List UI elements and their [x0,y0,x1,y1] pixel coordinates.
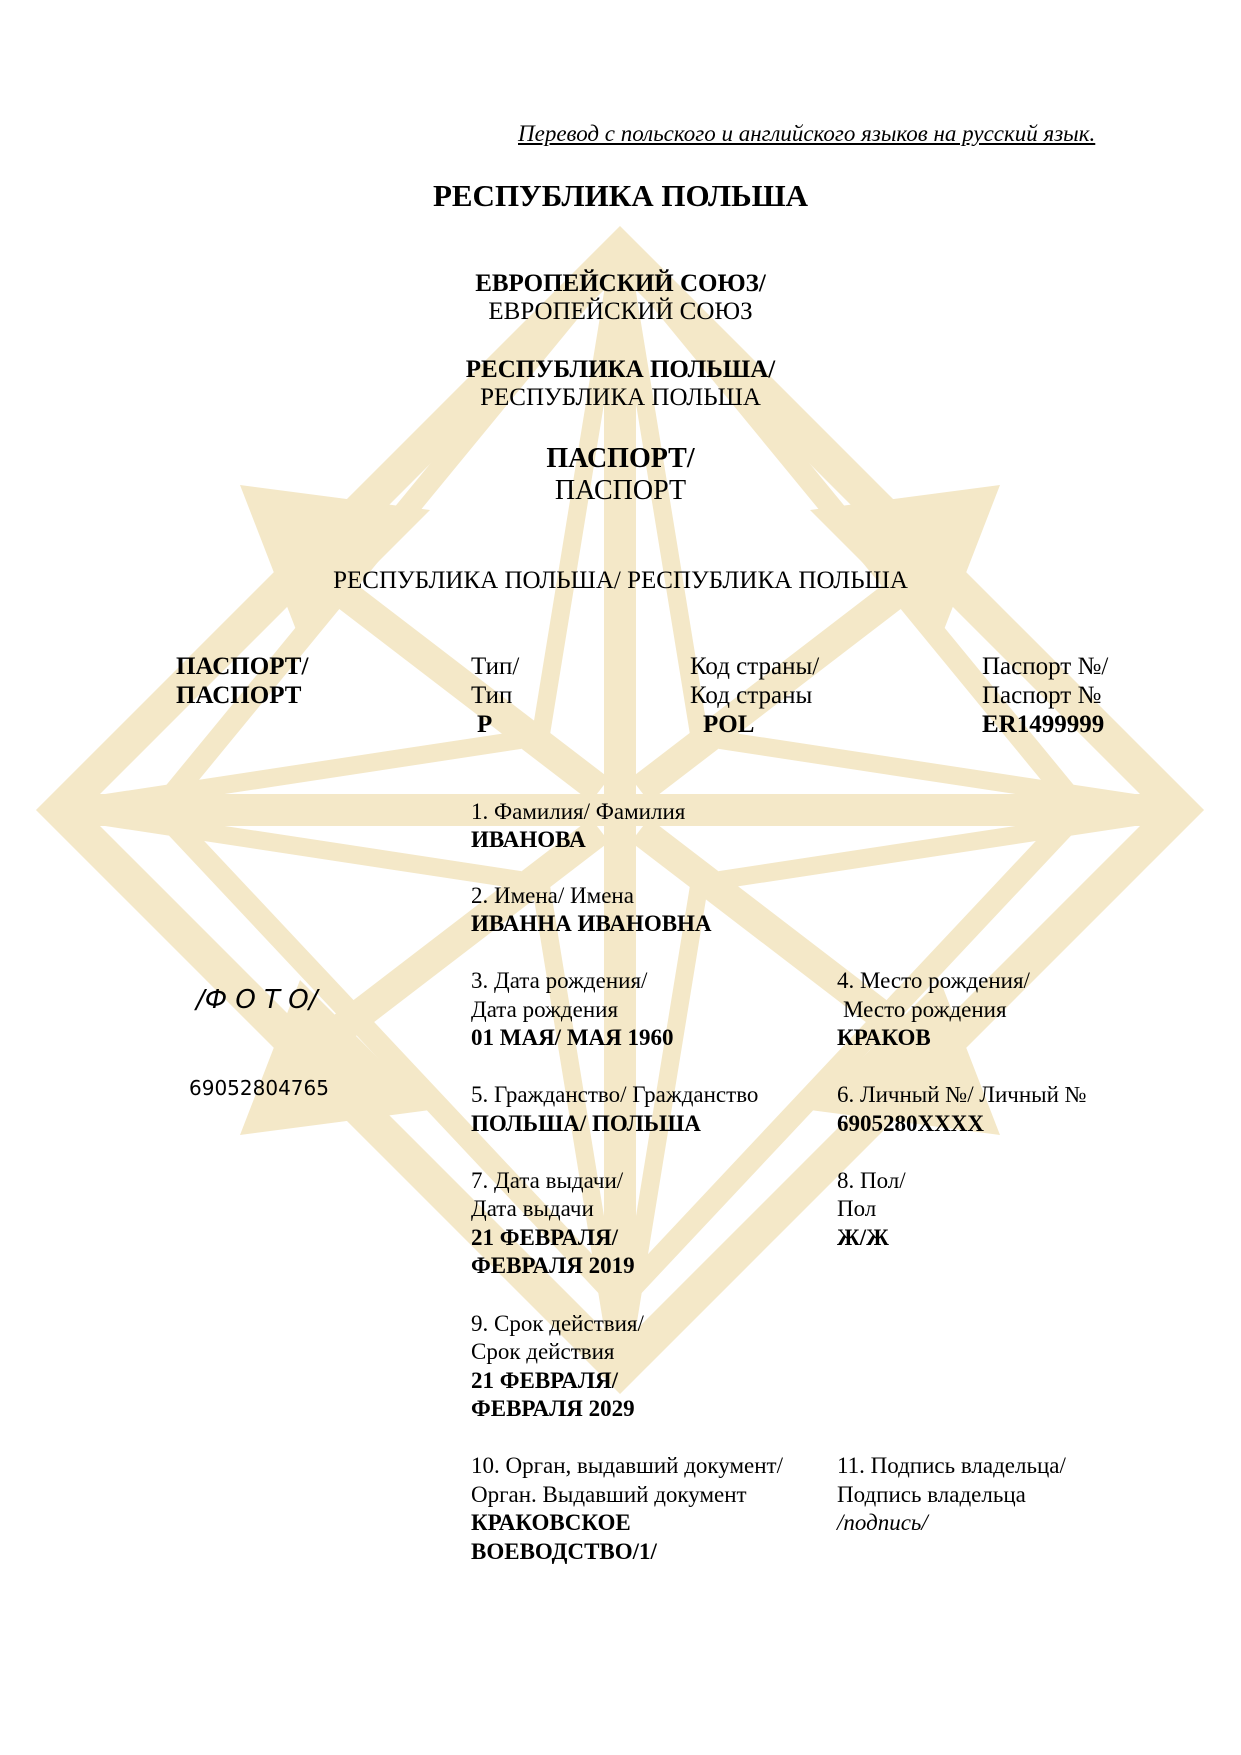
expiry-value-2: ФЕВРАЛЯ 2029 [471,1396,635,1421]
dob-label-1: 3. Дата рождения/ [471,968,648,993]
signature-value: /подпись/ [837,1510,928,1535]
number-label-2: Паспорт № [982,682,1102,709]
photo-placeholder: /Ф О Т О/ [196,985,318,1015]
type-label-2: Тип [471,682,513,709]
sex-label-2: Пол [837,1196,877,1221]
number-label-1: Паспорт №/ [982,653,1109,680]
issue-label-2: Дата выдачи [471,1196,594,1221]
expiry-value-1: 21 ФЕВРАЛЯ/ [471,1368,619,1393]
names-value: ИВАННА ИВАНОВНА [471,911,712,936]
cover-republic-bold: РЕСПУБЛИКА ПОЛЬША/ [465,356,776,383]
republic-line: РЕСПУБЛИКА ПОЛЬША/ РЕСПУБЛИКА ПОЛЬША [333,567,908,594]
expiry-label-1: 9. Срок действия/ [471,1311,644,1336]
issue-value-2: ФЕВРАЛЯ 2019 [471,1253,635,1278]
signature-label-2: Подпись владельца [837,1482,1026,1507]
nationality-label: 5. Гражданство/ Гражданство [471,1082,759,1107]
photo-number: 69052804765 [189,1076,329,1100]
country-value: POL [703,711,755,738]
sex-value: Ж/Ж [837,1225,889,1250]
issue-value-1: 21 ФЕВРАЛЯ/ [471,1225,619,1250]
signature-label-1: 11. Подпись владельца/ [837,1453,1066,1478]
cover-eu: ЕВРОПЕЙСКИЙ СОЮЗ [488,298,753,325]
type-value: P [477,711,493,738]
doc-label-1: ПАСПОРТ/ [176,653,309,680]
country-label-1: Код страны/ [690,653,820,680]
personal-no-value: 6905280XXXX [837,1111,984,1136]
dob-value: 01 МАЯ/ МАЯ 1960 [471,1025,674,1050]
country-label-2: Код страны [690,682,813,709]
sex-label-1: 8. Пол/ [837,1168,906,1193]
authority-value-2: ВОЕВОДСТВО/1/ [471,1539,657,1564]
issue-label-1: 7. Дата выдачи/ [471,1168,624,1193]
nationality-value: ПОЛЬША/ ПОЛЬША [471,1111,701,1136]
pob-label-1: 4. Место рождения/ [837,968,1030,993]
surname-value: ИВАНОВА [471,827,586,852]
personal-no-label: 6. Личный №/ Личный № [837,1082,1087,1107]
doc-label-2: ПАСПОРТ [176,682,302,709]
translation-note: Перевод с польского и английского языков на русский язык. [518,121,1096,146]
authority-label-2: Орган. Выдавший документ [471,1482,747,1507]
cover-passport: ПАСПОРТ [554,475,687,506]
surname-label: 1. Фамилия/ Фамилия [471,799,686,824]
cover-republic: РЕСПУБЛИКА ПОЛЬША [480,384,761,411]
cover-eu-bold: ЕВРОПЕЙСКИЙ СОЮЗ/ [475,270,766,297]
pob-value: КРАКОВ [837,1025,931,1050]
number-value: ER1499999 [982,711,1105,738]
names-label: 2. Имена/ Имена [471,883,634,908]
expiry-label-2: Срок действия [471,1339,615,1364]
authority-value-1: КРАКОВСКОЕ [471,1510,631,1535]
page-title: РЕСПУБЛИКА ПОЛЬША [432,178,809,213]
dob-label-2: Дата рождения [471,997,619,1022]
cover-passport-bold: ПАСПОРТ/ [546,443,695,474]
type-label-1: Тип/ [471,653,520,680]
pob-label-2: Место рождения [843,997,1007,1022]
authority-label-1: 10. Орган, выдавший документ/ [471,1453,783,1478]
